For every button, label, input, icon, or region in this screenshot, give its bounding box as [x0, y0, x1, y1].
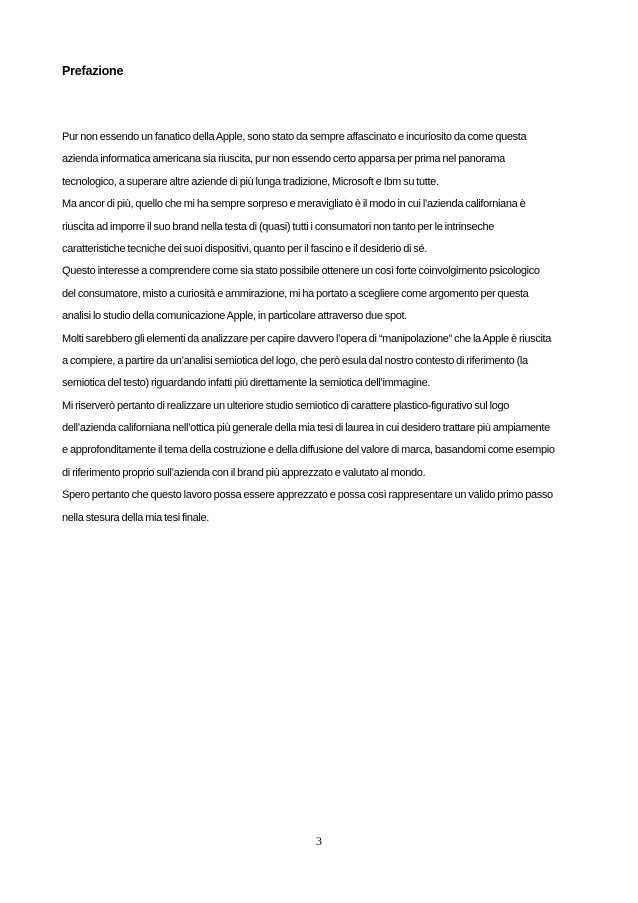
text-line: semiotica del testo) riguardando infatti più direttamente la semiotica dell’immagine.: [62, 377, 431, 390]
section-title: Prefazione: [62, 64, 124, 78]
text-line: a compiere, a partire da un’analisi semiotica del logo, che però esula dal nostro contesto di riferimento (la: [62, 354, 528, 367]
text-line: Spero pertanto che questo lavoro possa essere apprezzato e possa così rappresentare un valido primo passo: [62, 489, 553, 502]
preface-body: [62, 126, 592, 529]
text-line: e approfonditamente il tema della costruzione e della diffusione del valore di marca, basandomi come esempio: [62, 444, 555, 457]
text-line: azienda informatica americana sia riuscita, pur non essendo certo apparsa per prima nel panorama: [62, 153, 505, 166]
text-line: Questo interesse a comprendere come sia stato possibile ottenere un così forte coinvolgimento psicologico: [62, 265, 540, 278]
text-line: Mi riserverò pertanto di realizzare un ulteriore studio semiotico di carattere plastico-figurativo sul logo: [62, 399, 509, 412]
text-line: di riferimento proprio sull’azienda con il brand più apprezzato e valutato al mondo.: [62, 466, 426, 479]
text-line: caratteristiche tecniche dei suoi dispositivi, quanto per il fascino e il desiderio di sé.: [62, 242, 427, 255]
text-line: tecnologico, a superare altre aziende di più lunga tradizione, Microsoft e Ibm su tutte.: [62, 175, 439, 188]
text-line: analisi lo studio della comunicazione Apple, in particolare attraverso due spot.: [62, 310, 407, 323]
text-line: Molti sarebbero gli elementi da analizzare per capire davvero l’opera di “manipolazione” che la Apple è riuscita: [62, 332, 552, 345]
text-line: del consumatore, misto a curiosità e ammirazione, mi ha portato a scegliere come argomento per questa: [62, 287, 529, 300]
text-line: Pur non essendo un fanatico della Apple, sono stato da sempre affascinato e incuriosito da come questa: [62, 131, 527, 143]
text-line: riuscita ad imporre il suo brand nella testa di (quasi) tutti i consumatori non tanto per le intrinseche: [62, 220, 495, 233]
page-number: 3: [316, 834, 322, 848]
text-line: dell’azienda californiana nell’ottica più generale della mia tesi di laurea in cui desidero trattare più ampiamente: [62, 422, 550, 435]
text-line: nella stesura della mia tesi finale.: [62, 511, 209, 524]
text-line: Ma ancor di più, quello che mi ha sempre sorpreso e meravigliato è il modo in cui l’azienda californiana è: [62, 198, 526, 211]
